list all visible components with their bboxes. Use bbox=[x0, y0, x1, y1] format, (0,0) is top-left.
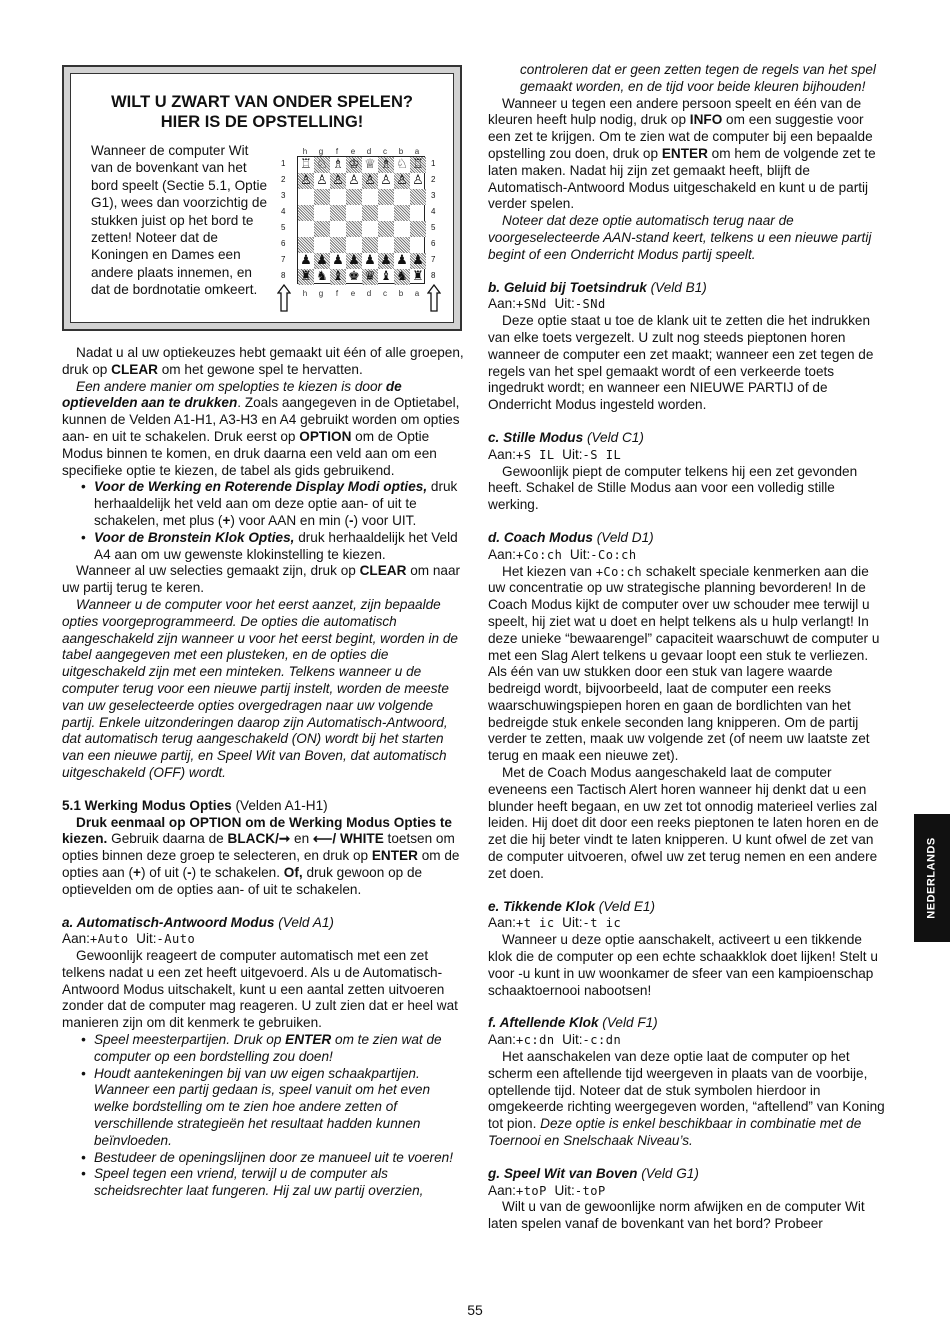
chess-piece-square: ♟ bbox=[332, 253, 344, 268]
board-square bbox=[346, 205, 362, 221]
paragraph: Gewoonlijk piept de computer telkens hij een zet gevonden heeft. Schakel de Stille Modus aan voor een volledig stille werking. bbox=[488, 463, 858, 513]
language-tab-label: NEDERLANDS bbox=[925, 837, 938, 919]
chess-piece-square: ♘ bbox=[396, 157, 408, 172]
option-heading: a. Automatisch-Antwoord Modus (Veld A1) bbox=[62, 914, 334, 930]
option-heading: g. Speel Wit van Boven (Veld G1) bbox=[488, 1165, 699, 1181]
section-heading: 5.1 Werking Modus Opties (Velden A1-H1) bbox=[62, 797, 328, 813]
board-square bbox=[394, 205, 410, 221]
rank-labels-left bbox=[281, 156, 285, 284]
setup-title-line-2: HIER IS DE OPSTELLING! bbox=[160, 113, 364, 131]
chess-piece-square: ♙ bbox=[362, 173, 378, 189]
rank-labels-right bbox=[431, 156, 435, 284]
setup-box-text: Wanneer de computer Wit van de bovenkant van het bord speelt (Sectie 5.1, Optie G1), wees dan voorzichtig de stukken juist op het bord te zetten! Noteer dat de Koningen en Dames een andere plaats innemen, en dat de bordnotatie omkeert. bbox=[91, 143, 268, 298]
board-square bbox=[298, 221, 314, 237]
option-heading: f. Aftellende Klok (Veld F1) bbox=[488, 1015, 658, 1031]
paragraph: Wanneer u tegen een andere persoon speelt en één van de kleuren heeft hulp nodig, druk op INFO om een suggestie voor een zet te krijgen. Om te zien wat de computer bij een bepaalde opstelling zou doen, druk op ENTER om hem de volgende zet te laten maken. Nadat hij zijn zet gemaakt heeft, blijft de Automatisch-Antwoord Modus uitgeschakeld en kunt u de partij verder spelen. bbox=[488, 95, 876, 212]
board-square bbox=[330, 237, 346, 253]
chess-piece-square: ♞ bbox=[316, 269, 328, 284]
board-square bbox=[314, 237, 330, 253]
option-lcd-values: Aan:+toP Uit:-toP bbox=[488, 1182, 606, 1198]
chess-piece-square: ♗ bbox=[378, 157, 394, 173]
file-label: e bbox=[350, 147, 356, 156]
bullet-list bbox=[62, 479, 464, 563]
chess-piece-square: ♟ bbox=[410, 253, 426, 269]
paragraph: Wanneer u deze optie aanschakelt, activeert u een tikkende klok die de computer op een echte schaakklok doet lijken! Stelt u voor -u kunt in uw woonkamer de sfeer van een kampioenschap schaaktoernooi nabootsen! bbox=[488, 932, 878, 998]
file-label: d bbox=[366, 289, 372, 298]
file-label: d bbox=[366, 147, 372, 156]
paragraph: Het aanschakelen van deze optie laat de computer op het scherm een aftellende tijd weergeven in plaats van de voorbije, optellende tijd. Noteer dat de stuk symbolen hierdoor in omgekeerde richting weergegeven worden, “aftellend” van Koning tot pion. Deze optie is enkel beschikbaar in combinatie met de Toernooi en Snelschaak Niveau’s. bbox=[488, 1049, 885, 1149]
rank-label: 1 bbox=[281, 159, 286, 168]
chess-piece-square: ♙ bbox=[298, 173, 314, 189]
chess-piece-square: ♜ bbox=[412, 269, 424, 284]
file-label: b bbox=[398, 147, 404, 156]
chess-piece-square: ♔ bbox=[346, 157, 362, 173]
rank-label: 7 bbox=[431, 255, 436, 264]
up-arrow-icon bbox=[427, 284, 441, 312]
right-column bbox=[488, 62, 886, 1233]
file-labels-bottom bbox=[297, 286, 425, 303]
chess-piece-square: ♕ bbox=[364, 157, 376, 172]
paragraph: Noteer dat deze optie automatisch terug naar de voorgeselecteerde AAN-stand keert, telkens u een nieuwe partij begint of een Onderricht Modus partij speelt. bbox=[488, 213, 872, 262]
file-label: g bbox=[318, 147, 324, 156]
chess-board bbox=[297, 156, 425, 284]
rank-label: 1 bbox=[431, 159, 436, 168]
file-label: c bbox=[383, 289, 387, 298]
paragraph: Met de Coach Modus aangeschakeld laat de computer eveneens een Tactisch Alert horen wanneer hij denkt dat u een blunder heeft begaan, en uw zet tot onnodig materieel verlies zal leiden. Hij doet dit door een reeks pieptonen te laten horen en de zet die hij beter vindt te laten knipperen. U kunt ofwel de zet van de computer uitvoeren, ofwel uw zet terug nemen en een andere zet doen. bbox=[488, 765, 879, 881]
chess-piece-square: ♙ bbox=[330, 173, 346, 189]
board-square bbox=[394, 221, 410, 237]
chess-piece-square: ♝ bbox=[380, 269, 392, 284]
board-square bbox=[410, 221, 426, 237]
chess-piece-square: ♙ bbox=[380, 173, 392, 188]
chess-piece-square: ♙ bbox=[394, 173, 410, 189]
board-square bbox=[330, 189, 346, 205]
list-item: • Speel meesterpartijen. Druk op ENTER om te zien wat de computer op een bordstelling zou doen! bbox=[62, 1032, 464, 1066]
rank-label: 4 bbox=[431, 207, 436, 216]
rank-label: 5 bbox=[281, 223, 286, 232]
list-item: • Voor de Werking en Roterende Display Modi opties, druk herhaaldelijk het veld aan om deze optie aan- of uit te schakelen, met plus (+) voor AAN en min (-) voor UIT. bbox=[62, 479, 464, 529]
file-label: g bbox=[318, 289, 324, 298]
board-square bbox=[314, 221, 330, 237]
paragraph: Wilt u van de gewoonlijke norm afwijken en de computer Wit laten spelen vanaf de bovenkant van het bord? Probeer bbox=[488, 1199, 865, 1232]
chess-piece-square: ♙ bbox=[412, 173, 424, 188]
chess-piece-square: ♘ bbox=[314, 157, 330, 173]
board-square bbox=[330, 205, 346, 221]
rank-label: 2 bbox=[431, 175, 436, 184]
option-lcd-values: Aan:+c:dn Uit:-c:dn bbox=[488, 1032, 622, 1048]
list-item: • Bestudeer de openingslijnen door ze manueel uit te voeren! bbox=[62, 1150, 464, 1167]
rank-label: 7 bbox=[281, 255, 286, 264]
board-square bbox=[330, 221, 346, 237]
file-label: e bbox=[350, 289, 356, 298]
file-label: a bbox=[414, 289, 420, 298]
paragraph: controleren dat er geen zetten tegen de regels van het spel gemaakt worden, en de tijd voor beide kleuren bijhouden! bbox=[520, 62, 876, 94]
board-square bbox=[410, 237, 426, 253]
file-label: a bbox=[414, 147, 420, 156]
option-lcd-values: Aan:+S IL Uit:-S IL bbox=[488, 446, 622, 462]
board-square bbox=[362, 221, 378, 237]
option-heading: b. Geluid bij Toetsindruk (Veld B1) bbox=[488, 279, 707, 295]
option-lcd-values: Aan:+Co:ch Uit:-Co:ch bbox=[488, 546, 637, 562]
chess-piece-square: ♗ bbox=[332, 157, 344, 172]
setup-box-inner bbox=[70, 73, 454, 323]
option-lcd-values: Aan:+t ic Uit:-t ic bbox=[488, 915, 622, 931]
board-square bbox=[346, 221, 362, 237]
board-square bbox=[362, 237, 378, 253]
bullet-list bbox=[62, 1032, 464, 1200]
list-item: • Voor de Bronstein Klok Opties, druk herhaaldelijk het Veld A4 aan om uw gewenste klokinstelling te kiezen. bbox=[62, 530, 464, 564]
chess-piece-square: ♟ bbox=[396, 253, 408, 268]
file-label: f bbox=[335, 147, 339, 156]
board-square bbox=[394, 237, 410, 253]
option-heading: e. Tikkende Klok (Veld E1) bbox=[488, 898, 655, 914]
board-square bbox=[314, 189, 330, 205]
chess-piece-square: ♙ bbox=[316, 173, 328, 188]
chess-piece-square: ♞ bbox=[394, 269, 410, 285]
list-item: • Speel tegen een vriend, terwijl u de computer als scheidsrechter laat fungeren. Hij zal uw partij overzien, bbox=[62, 1166, 464, 1200]
chess-piece-square: ♖ bbox=[300, 157, 312, 172]
rank-label: 8 bbox=[431, 271, 436, 280]
paragraph: Druk eenmaal op OPTION om de Werking Modus Opties te kiezen. Gebruik daarna de BLACK/➞ en ⟵/ WHITE toetsen om opties binnen deze groep te selecteren, en druk op ENTER om de opties aan (+) of uit (-) te schakelen. Of, druk gewoon op de optievelden om de opties aan- of uit te schakelen. bbox=[62, 814, 460, 897]
option-heading: d. Coach Modus (Veld D1) bbox=[488, 529, 654, 545]
chess-piece-square: ♟ bbox=[378, 253, 394, 269]
file-label: h bbox=[302, 289, 308, 298]
paragraph: Gewoonlijk reageert de computer automatisch met een zet telkens nadat u een zet heeft uitgevoerd. Als u de Automatisch-Antwoord Modus uitschakelt, kunt u een aantal zetten uitvoeren zonder dat de computer mag reageren. U zult zien dat er heel wat manieren zijn om dit kenmerk te gebruiken. bbox=[62, 948, 458, 1031]
file-label: h bbox=[302, 147, 308, 156]
board-square bbox=[346, 237, 362, 253]
board-square bbox=[378, 205, 394, 221]
list-item: • Houdt aantekeningen bij van uw eigen schaakpartijen. Wanneer een partij gedaan is, speel vanuit om het even welke bordstelling om te zien hoe andere zetten of verschillende strategieën het resultaat hadden kunnen beïnvloeden. bbox=[62, 1066, 464, 1150]
rank-label: 6 bbox=[281, 239, 286, 248]
paragraph: Een andere manier om spelopties te kiezen is door de optievelden aan te drukken. Zoals aangegeven in de Optietabel, kunnen de Velden A1-H1, A3-H3 en A4 gebruikt worden om opties aan- en uit te schakelen. Druk eerst op OPTION om de Optie Modus binnen te komen, en druk daarna een veld aan om een specifieke optie te kiezen, de tabel als gids gebruikend. bbox=[62, 378, 460, 478]
rank-label: 4 bbox=[281, 207, 286, 216]
chess-piece-square: ♛ bbox=[362, 269, 378, 285]
board-square bbox=[362, 205, 378, 221]
paragraph: Wanneer u de computer voor het eerst aanzet, zijn bepaalde opties voorgeprogrammeerd. De opties die automatisch aangeschakeld zijn wanneer u voor het eerst begint, worden in de tabel aangegeven met een plusteken, en de opties die uitgeschakeld zijn met een minteken. Telkens wanneer u de computer terug voor een nieuwe partij instelt, worden de meeste van uw geselecteerde opties overgedragen naar uw volgende partij. Enkele uitzonderingen daarop zijn Automatisch-Antwoord, dat automatisch terug aangeschakeld (ON) wordt bij het starten van een nieuwe partij, en Speel Wit van Boven, dat automatisch uitgeschakeld (OFF) wordt. bbox=[62, 596, 458, 780]
page-number: 55 bbox=[467, 1302, 483, 1318]
board-square bbox=[314, 205, 330, 221]
paragraph: Deze optie staat u toe de klank uit te zetten die het indrukken van elke toets vergezelt. U zult nog steeds pieptonen horen wanneer de computer een zet maakt; wanneer een zet tegen de regels van het spel gemaakt wordt of een verkeerde toets ingedrukt wordt; en wanneer een NIEUWE PARTIJ of de Onderricht Modus ingesteld worden. bbox=[488, 313, 874, 413]
chess-piece-square: ♜ bbox=[298, 269, 314, 285]
chess-piece-square: ♚ bbox=[348, 269, 360, 284]
chess-piece-square: ♖ bbox=[410, 157, 426, 173]
chess-piece-square: ♟ bbox=[346, 253, 362, 269]
language-tab bbox=[914, 814, 950, 942]
up-arrow-icon bbox=[277, 284, 291, 312]
board-square bbox=[378, 237, 394, 253]
rank-label: 2 bbox=[281, 175, 286, 184]
board-square bbox=[410, 189, 426, 205]
paragraph: Wanneer al uw selecties gemaakt zijn, druk op CLEAR om naar uw partij terug te keren. bbox=[62, 563, 461, 596]
rank-label: 5 bbox=[431, 223, 436, 232]
board-square bbox=[298, 237, 314, 253]
board-square bbox=[394, 189, 410, 205]
board-square bbox=[378, 221, 394, 237]
board-square bbox=[410, 205, 426, 221]
file-label: b bbox=[398, 289, 404, 298]
file-label: f bbox=[335, 289, 339, 298]
rank-label: 8 bbox=[281, 271, 286, 280]
chess-piece-square: ♟ bbox=[364, 253, 376, 268]
option-lcd-values: Aan:+SNd Uit:-SNd bbox=[488, 296, 606, 312]
file-label: c bbox=[383, 147, 387, 156]
left-column bbox=[62, 345, 464, 1200]
chess-piece-square: ♟ bbox=[314, 253, 330, 269]
chess-diagram bbox=[275, 144, 443, 314]
paragraph: Nadat u al uw optiekeuzes hebt gemaakt uit één of alle groepen, druk op CLEAR om het gewone spel te hervatten. bbox=[62, 345, 464, 377]
paragraph: Het kiezen van +Co:ch schakelt speciale kenmerken aan die uw concentratie op uw strategische planning bevorderen! In de Coach Modus kijkt de computer over uw schouder mee terwijl u speelt, hij ziet wat u doet en helpt telkens als u hulp verlangt! In deze unieke “bewaarengel” capaciteit waarschuwt de computer u met een Slag Alert telkens u gevaar loopt een stuk te verliezen. Als één van uw stukken door een stuk van lagere waarde bedreigd wordt, bijvoorbeeld, laat de computer een reeks waarschuwingspiepen horen en gaan de bordlichten van het bedreigde stuk enkele seconden lang knipperen. Om de partij verder te zetten, maak uw volgende zet (of neem uw laatste zet terug en maak een nieuwe zet). bbox=[488, 563, 880, 764]
rank-label: 3 bbox=[281, 191, 286, 200]
setup-box-title bbox=[71, 92, 453, 132]
option-heading: c. Stille Modus (Veld C1) bbox=[488, 429, 644, 445]
setup-box bbox=[62, 65, 462, 331]
rank-label: 6 bbox=[431, 239, 436, 248]
rank-label: 3 bbox=[431, 191, 436, 200]
board-square bbox=[362, 189, 378, 205]
board-square bbox=[298, 205, 314, 221]
board-square bbox=[378, 189, 394, 205]
option-lcd-values: Aan:+Auto Uit:-Auto bbox=[62, 931, 196, 947]
board-square bbox=[346, 189, 362, 205]
setup-title-line-1: WILT U ZWART VAN ONDER SPELEN? bbox=[111, 93, 413, 111]
chess-piece-square: ♝ bbox=[330, 269, 346, 285]
chess-piece-square: ♙ bbox=[348, 173, 360, 188]
board-square bbox=[298, 189, 314, 205]
chess-piece-square: ♟ bbox=[300, 253, 312, 268]
